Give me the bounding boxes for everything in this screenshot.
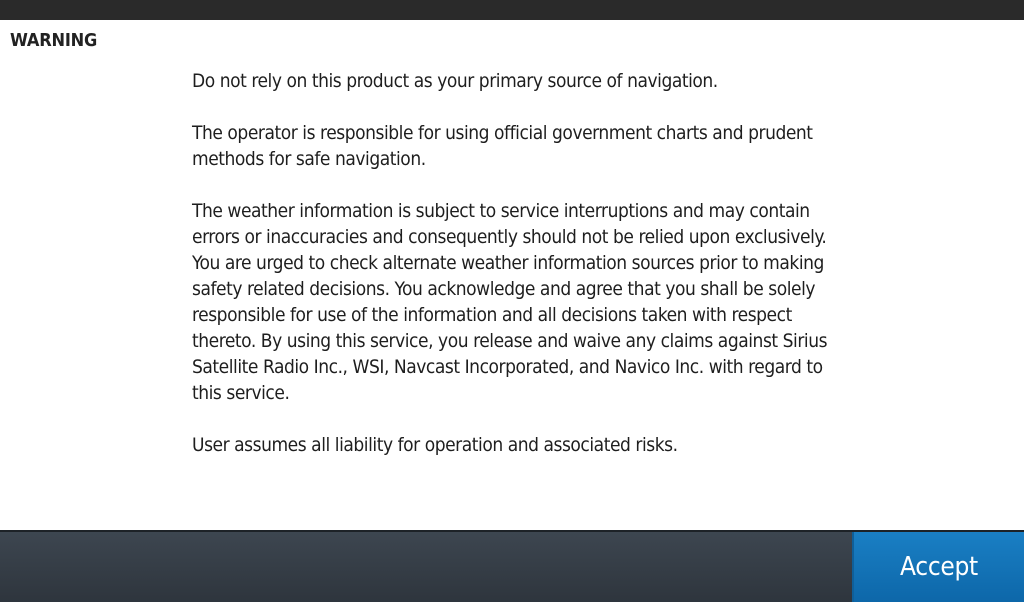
top-bar (0, 0, 1024, 20)
warning-paragraph-charts: The operator is responsible for using official government charts and prudent methods for safe navigation. (192, 122, 813, 170)
accept-button[interactable]: Accept (852, 532, 1024, 602)
warning-message (192, 68, 852, 484)
bottom-bar (0, 530, 1024, 602)
warning-paragraph-liability: User assumes all liability for operation and associated risks. (192, 434, 678, 456)
warning-dialog (0, 20, 1024, 530)
warning-paragraph-navigation: Do not rely on this product as your primary source of navigation. (192, 70, 718, 92)
warning-paragraph-weather: The weather information is subject to service interruptions and may contain errors or inaccuracies and consequently should not be relied upon exclusively. You are urged to check alternate weather information sources prior to making safety related decisions. You acknowledge and agree that you shall be solely responsible for use of the information and all decisions taken with respect thereto. By using this service, you release and waive any claims against Sirius Satellite Radio Inc., WSI, Navcast Incorporated, and Navico Inc. with regard to this service. (192, 200, 828, 404)
dialog-title: WARNING (10, 30, 98, 51)
